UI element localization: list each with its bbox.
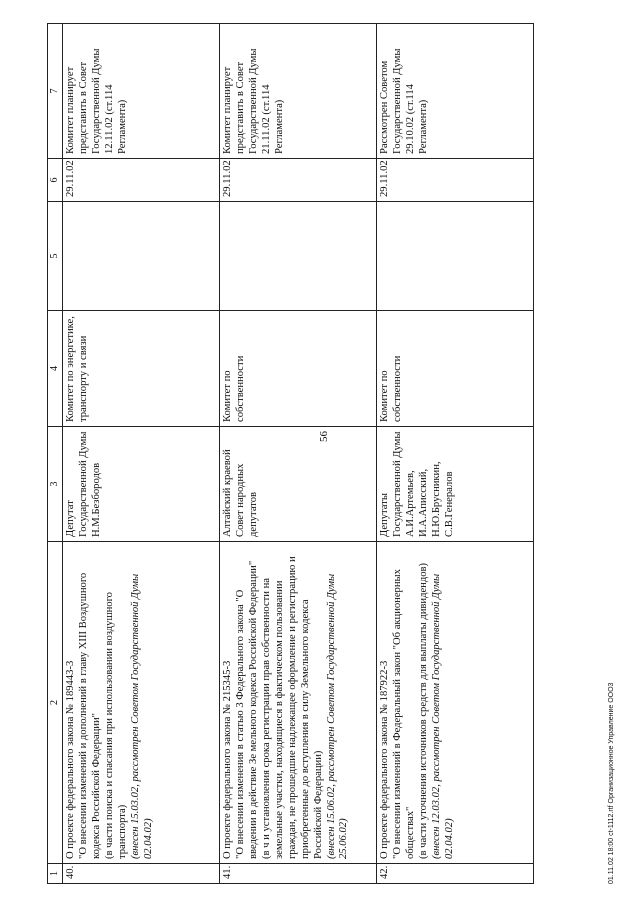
responsible-committee: Комитет по собственности — [377, 311, 534, 427]
bill-description — [220, 542, 377, 864]
column-5-cell — [220, 202, 377, 311]
row-number: 41. — [220, 864, 377, 884]
status-note: Рассмотрен Советом Государственной Думы 29.10.02 (ст.114 Регламента) — [377, 24, 534, 159]
status-note: Комитет планирует представить в Совет Государственной Думы 21.11.02 (ст.114 Регламента) — [220, 24, 377, 159]
row-number: 40. — [63, 864, 220, 884]
table-row — [63, 24, 220, 884]
col-header-1: 1 — [48, 864, 63, 884]
bill-note: (в части уточнения источников средств для выплаты дивидендов) — [417, 562, 429, 859]
deadline-date: 29.11.02 — [63, 159, 220, 202]
deadline-date: 29.11.02 — [220, 159, 377, 202]
bill-note: (в ч и установления срока регистрации прав собственности на земельные участки, находящиеся в фактическом пользовании граждан, не прошедшие надлежащее оформление и регистрацию и приобретенные до вступления в силу Земельного кодекса Российской Федерации) — [260, 556, 324, 859]
row-number: 42. — [377, 864, 534, 884]
col-header-4: 4 — [48, 311, 63, 427]
responsible-committee: Комитет по собственности — [220, 311, 377, 427]
bill-note: (в части поиска и спасания при использовании воздушного транспорта) — [103, 592, 128, 859]
page-number: 56 — [318, 431, 330, 442]
bill-title: О проекте федерального закона № 187922-3 — [379, 660, 391, 859]
col-header-7: 7 — [48, 24, 63, 159]
col-header-3: 3 — [48, 427, 63, 542]
rotated-table-wrapper — [47, 24, 547, 884]
table-row — [220, 24, 377, 884]
bill-body: "О внесении изменений и дополнений в главу XIII Воздушного кодекса Российской Федерации" — [78, 572, 103, 859]
col-header-6: 6 — [48, 159, 63, 202]
header-row — [48, 24, 63, 884]
bill-meta: (внесен 15.06.02, рассмотрен Советом Государственной Думы 25.06.02) — [325, 573, 350, 859]
deadline-date: 29.11.02 — [377, 159, 534, 202]
bill-body: "О внесении изменений в Федеральный закон "Об акционерных обществах" — [392, 569, 417, 859]
bill-initiator: Алтайский краевой Совет народных депутатов — [220, 427, 377, 542]
table-row — [377, 24, 534, 884]
bills-table — [47, 23, 534, 884]
column-5-cell — [63, 202, 220, 311]
bill-meta: (внесен 15.03.02, рассмотрен Советом Государственной Думы 02.04.02) — [129, 573, 154, 859]
bill-title: О проекте федерального закона № 215345-3 — [222, 660, 234, 859]
bill-meta: (внесен 12.03.02, рассмотрен Советом Государственной Думы 02.04.02) — [430, 573, 455, 859]
col-header-5: 5 — [48, 202, 63, 311]
bill-description — [377, 542, 534, 864]
bill-initiator: Депутаты Государственной Думы А.И.Артемьев, И.А.Аписский, Н.Ю.Брусникин, С.В.Генералов — [377, 427, 534, 542]
bill-initiator: Депутат Государственной Думы Н.М.Безбородов — [63, 427, 220, 542]
status-note: Комитет планирует представить в Совет Государственной Думы 12.11.02 (ст.114 Регламента) — [63, 24, 220, 159]
bill-body: "О внесении изменения в статью 3 Федерального закона "О введении в действие Зе мельного кодекса Российской Федерации" — [235, 560, 260, 859]
column-5-cell — [377, 202, 534, 311]
footer-filestamp: 01.11.02 18:00 ct-1112.rtf Организационное Управление ООО3 — [608, 682, 615, 884]
col-header-2: 2 — [48, 542, 63, 864]
bill-description — [63, 542, 220, 864]
bill-title: О проекте федерального закона № 189443-3 — [65, 660, 77, 859]
responsible-committee: Комитет по энергетике, транспорту и связи — [63, 311, 220, 427]
